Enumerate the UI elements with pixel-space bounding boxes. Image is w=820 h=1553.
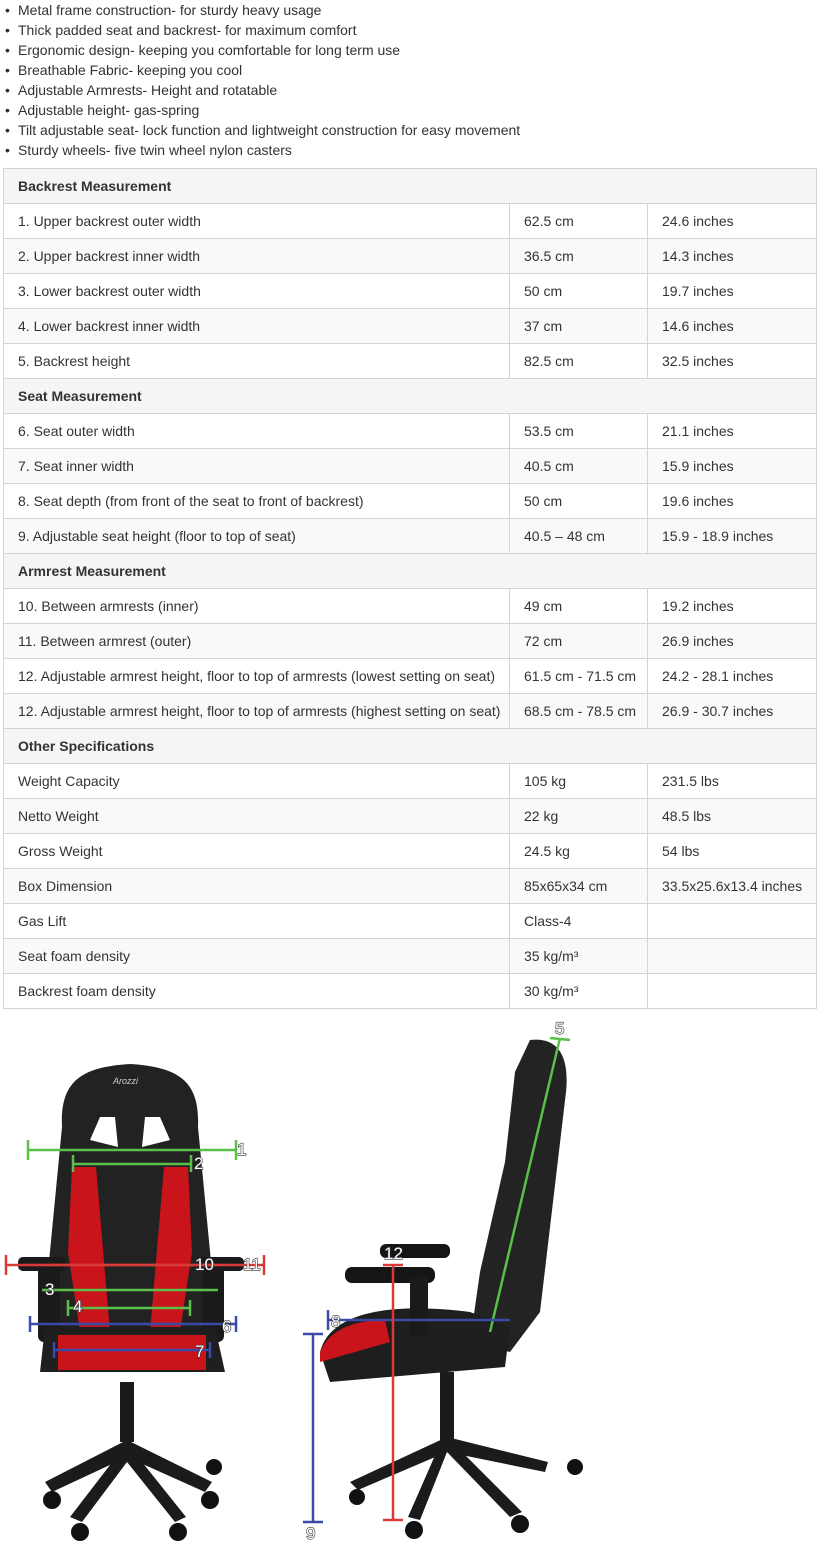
spec-label: 12. Adjustable armrest height, floor to top of armrests (highest setting on seat) (4, 694, 510, 729)
chair-front-illustration (18, 1064, 247, 1541)
spec-metric: 50 cm (510, 274, 648, 309)
spec-imperial: 26.9 - 30.7 inches (648, 694, 817, 729)
table-row (4, 694, 817, 729)
chair-side-gas-lift (440, 1372, 454, 1442)
spec-imperial: 19.2 inches (648, 589, 817, 624)
caster-icon (349, 1489, 365, 1505)
feature-text: Metal frame construction- for sturdy heavy usage (18, 2, 322, 18)
table-row (4, 204, 817, 239)
table-row (4, 309, 817, 344)
marker-label-3: 3 (45, 1280, 55, 1299)
spec-label: Backrest foam density (4, 974, 510, 1009)
spec-metric: 30 kg/m³ (510, 974, 648, 1009)
marker-label-12: 12 (384, 1244, 403, 1263)
spec-label: 4. Lower backrest inner width (4, 309, 510, 344)
feature-text: Tilt adjustable seat- lock function and lightweight construction for easy movement (18, 122, 521, 138)
marker-label-2: 2 (194, 1154, 204, 1173)
spec-imperial: 48.5 lbs (648, 799, 817, 834)
spec-imperial: 14.6 inches (648, 309, 817, 344)
marker-label-7: 7 (195, 1342, 205, 1361)
spec-imperial (648, 939, 817, 974)
spec-label: 12. Adjustable armrest height, floor to top of armrests (lowest setting on seat) (4, 659, 510, 694)
bullet-icon: • (5, 142, 10, 158)
section-title: Armrest Measurement (4, 554, 817, 589)
table-row (4, 344, 817, 379)
chair-logo-text: Arozzi (113, 1076, 139, 1086)
feature-item (0, 40, 820, 60)
feature-text: Breathable Fabric- keeping you cool (18, 62, 243, 78)
spec-label: Box Dimension (4, 869, 510, 904)
table-row (4, 519, 817, 554)
spec-metric: 105 kg (510, 764, 648, 799)
spec-imperial: 15.9 - 18.9 inches (648, 519, 817, 554)
marker-label-5: 5 (555, 1019, 565, 1038)
spec-metric: 82.5 cm (510, 344, 648, 379)
spec-label: Gross Weight (4, 834, 510, 869)
table-row (4, 589, 817, 624)
spec-metric: 85x65x34 cm (510, 869, 648, 904)
caster-icon (511, 1515, 529, 1533)
marker-label-8: 8 (331, 1312, 341, 1331)
spec-label: 3. Lower backrest outer width (4, 274, 510, 309)
spec-metric: 40.5 cm (510, 449, 648, 484)
spec-imperial: 15.9 inches (648, 449, 817, 484)
table-row (4, 449, 817, 484)
feature-text: Thick padded seat and backrest- for maximum comfort (18, 22, 357, 38)
spec-imperial: 24.2 - 28.1 inches (648, 659, 817, 694)
feature-text: Adjustable Armrests- Height and rotatable (18, 82, 278, 98)
spec-label: Seat foam density (4, 939, 510, 974)
spec-imperial: 21.1 inches (648, 414, 817, 449)
spec-label: Netto Weight (4, 799, 510, 834)
marker-label-10: 10 (195, 1255, 214, 1274)
spec-label: 6. Seat outer width (4, 414, 510, 449)
caster-icon (169, 1523, 187, 1541)
spec-label: 9. Adjustable seat height (floor to top of seat) (4, 519, 510, 554)
feature-text: Sturdy wheels- five twin wheel nylon casters (18, 142, 292, 158)
table-row (4, 274, 817, 309)
spec-metric: 53.5 cm (510, 414, 648, 449)
spec-label: 2. Upper backrest inner width (4, 239, 510, 274)
marker-label-9: 9 (306, 1524, 316, 1543)
feature-item (0, 100, 820, 120)
chair-side-illustration (320, 1040, 583, 1539)
feature-list (0, 0, 820, 160)
bullet-icon: • (5, 102, 10, 118)
caster-icon (567, 1459, 583, 1475)
section-header-backrest (4, 169, 817, 204)
spec-imperial (648, 904, 817, 939)
section-header-other (4, 729, 817, 764)
marker-label-4: 4 (73, 1297, 83, 1316)
bullet-icon: • (5, 62, 10, 78)
spec-label: 8. Seat depth (from front of the seat to front of backrest) (4, 484, 510, 519)
section-title: Other Specifications (4, 729, 817, 764)
table-row (4, 624, 817, 659)
section-header-armrest (4, 554, 817, 589)
section-title: Backrest Measurement (4, 169, 817, 204)
feature-text: Ergonomic design- keeping you comfortable for long term use (18, 42, 401, 58)
chair-side-armrest-post (410, 1277, 428, 1337)
table-row (4, 414, 817, 449)
spec-label: 5. Backrest height (4, 344, 510, 379)
table-row (4, 939, 817, 974)
spec-imperial (648, 974, 817, 1009)
spec-label: 11. Between armrest (outer) (4, 624, 510, 659)
spec-metric: 36.5 cm (510, 239, 648, 274)
spec-imperial: 32.5 inches (648, 344, 817, 379)
spec-metric: 40.5 – 48 cm (510, 519, 648, 554)
spec-metric: 24.5 kg (510, 834, 648, 869)
table-row (4, 904, 817, 939)
spec-imperial: 231.5 lbs (648, 764, 817, 799)
chair-front-seat-red (58, 1335, 206, 1370)
caster-icon (201, 1491, 219, 1509)
spec-metric: 50 cm (510, 484, 648, 519)
feature-item (0, 20, 820, 40)
table-row (4, 239, 817, 274)
section-title: Seat Measurement (4, 379, 817, 414)
spec-imperial: 33.5x25.6x13.4 inches (648, 869, 817, 904)
spec-metric: Class-4 (510, 904, 648, 939)
spec-label: 10. Between armrests (inner) (4, 589, 510, 624)
spec-metric: 68.5 cm - 78.5 cm (510, 694, 648, 729)
feature-item (0, 140, 820, 160)
section-header-seat (4, 379, 817, 414)
spec-imperial: 54 lbs (648, 834, 817, 869)
feature-item (0, 120, 820, 140)
spec-metric: 22 kg (510, 799, 648, 834)
marker-label-11: 11 (243, 1255, 261, 1274)
table-row (4, 799, 817, 834)
spec-metric: 37 cm (510, 309, 648, 344)
spec-metric: 35 kg/m³ (510, 939, 648, 974)
table-row (4, 484, 817, 519)
bullet-icon: • (5, 42, 10, 58)
feature-item (0, 0, 820, 20)
bullet-icon: • (5, 82, 10, 98)
spec-label: 7. Seat inner width (4, 449, 510, 484)
table-row (4, 764, 817, 799)
spec-label: Gas Lift (4, 904, 510, 939)
caster-icon (206, 1459, 222, 1475)
marker-label-1: 1 (237, 1140, 247, 1159)
table-row (4, 974, 817, 1009)
feature-text: Adjustable height- gas-spring (18, 102, 200, 118)
chair-measurement-diagram (0, 1012, 820, 1553)
table-row (4, 869, 817, 904)
bullet-icon: • (5, 122, 10, 138)
spec-imperial: 24.6 inches (648, 204, 817, 239)
chair-front-base (45, 1440, 212, 1492)
measure-tick (550, 1038, 570, 1040)
caster-icon (405, 1521, 423, 1539)
spec-imperial: 19.7 inches (648, 274, 817, 309)
spec-label: Weight Capacity (4, 764, 510, 799)
marker-label-6: 6 (222, 1317, 232, 1336)
spec-table (3, 168, 817, 1009)
chair-front-gas-lift (120, 1382, 134, 1442)
feature-item (0, 60, 820, 80)
table-row (4, 834, 817, 869)
caster-icon (71, 1523, 89, 1541)
caster-icon (43, 1491, 61, 1509)
spec-metric: 61.5 cm - 71.5 cm (510, 659, 648, 694)
spec-label: 1. Upper backrest outer width (4, 204, 510, 239)
bullet-icon: • (5, 2, 10, 18)
spec-metric: 62.5 cm (510, 204, 648, 239)
chair-side-backrest (470, 1040, 567, 1352)
table-row (4, 659, 817, 694)
spec-metric: 72 cm (510, 624, 648, 659)
spec-imperial: 14.3 inches (648, 239, 817, 274)
spec-imperial: 26.9 inches (648, 624, 817, 659)
spec-imperial: 19.6 inches (648, 484, 817, 519)
feature-item (0, 80, 820, 100)
bullet-icon: • (5, 22, 10, 38)
spec-metric: 49 cm (510, 589, 648, 624)
